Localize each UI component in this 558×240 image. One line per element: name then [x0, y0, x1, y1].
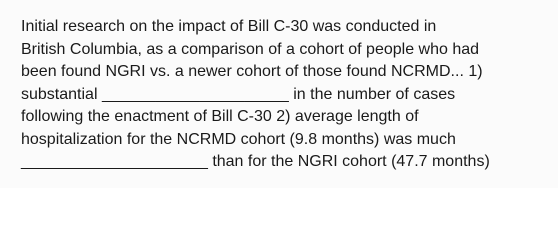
question-line: Initial research on the impact of Bill C-30 was conducted in — [21, 18, 437, 35]
question-line: _____________________ than for the NGRI cohort (47.7 months) — [21, 153, 490, 170]
question-line: hospitalization for the NCRMD cohort (9.8 months) was much — [21, 130, 456, 148]
question-line: substantial _____________________ in the number of cases — [21, 85, 456, 103]
question-line: British Columbia, as a comparison of a cohort of people who had — [21, 40, 480, 58]
question-text — [21, 16, 541, 174]
question-line: been found NGRI vs. a newer cohort of those found NCRMD... 1) — [21, 63, 483, 80]
question-line: following the enactment of Bill C-30 2) average length of — [21, 108, 419, 125]
